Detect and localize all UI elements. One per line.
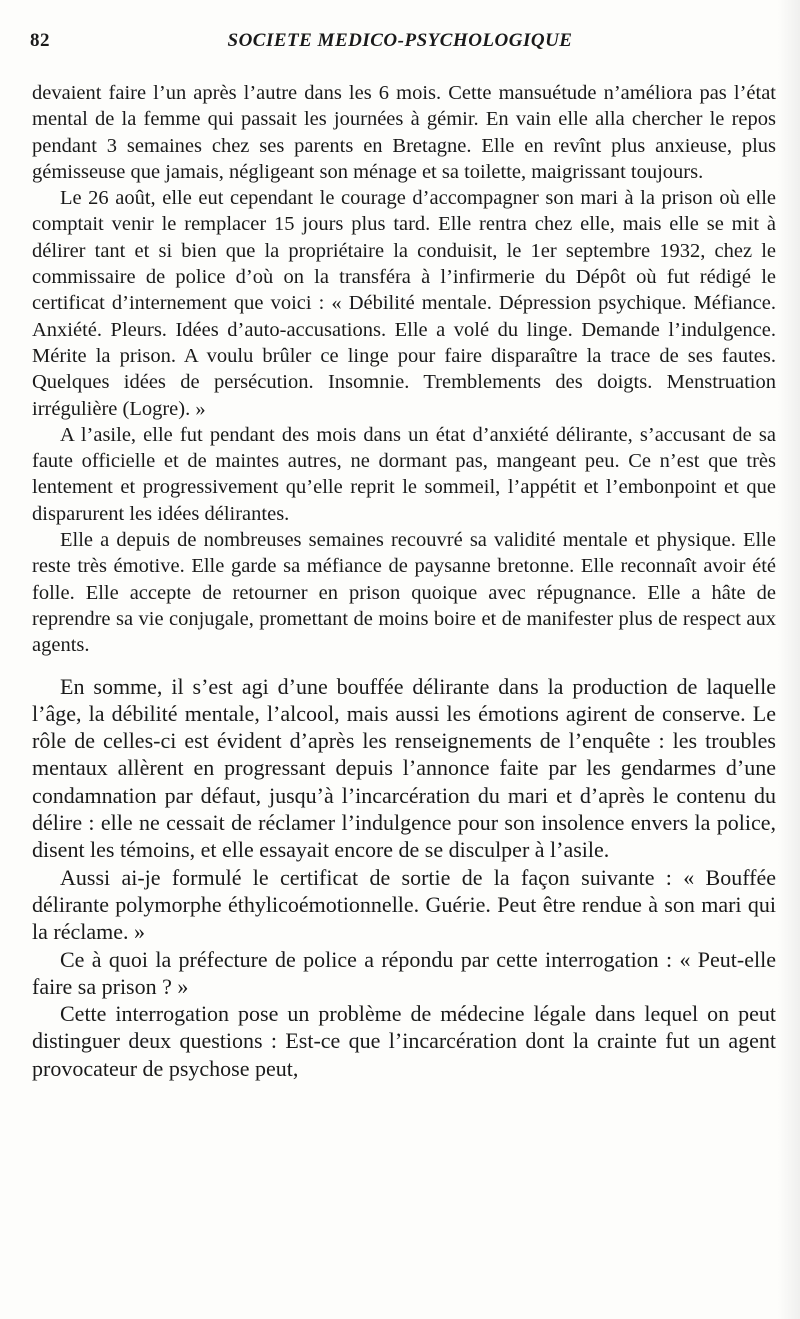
paragraph-recovery: Elle a depuis de nombreuses semaines recouvré sa validité mentale et physique. Elle reste très émotive. Elle garde sa méfiance de paysanne bretonne. Elle reconnaît avoir été folle. Elle accepte de retourner en prison quoique avec répugnance. Elle a hâte de reprendre sa vie conjugale, promettant de moins boire et de manifester plus de respect aux agents.: [32, 529, 776, 657]
page-edge-shadow: [778, 0, 800, 1319]
paragraph-certificate: Aussi ai-je formulé le certificat de sortie de la façon suivante : « Bouffée délirante polymorphe éthylicoémotionnelle. Guérie. Peut être rendue à son mari qui la réclame. »: [32, 864, 776, 945]
paragraph-summary: En somme, il s’est agi d’une bouffée délirante dans la production de laquelle l’âge, la débilité mentale, l’alcool, mais aussi les émotions agirent de conserve. Le rôle de celles-ci est évident d’après les renseignements de l’enquête : les troubles mentaux allèrent en progressant depuis l’annonce faite par les gendarmes d’une condamnation par défaut, jusqu’à l’incarcération du mari et d’après le contenu du délire : elle ne cessait de réclamer l’indulgence pour son insolence envers la police, disent les témoins, et elle essayait encore de se disculper à l’asile.: [32, 673, 776, 863]
paragraph-question: Cette interrogation pose un problème de médecine légale dans lequel on peut distinguer deux questions : Est-ce que l’incarcération dont la crainte fut un agent provocateur de psychose peut,: [32, 1001, 776, 1081]
page-header: [30, 30, 770, 58]
body-text: [32, 80, 776, 1082]
running-title: SOCIETE MEDICO-PSYCHOLOGIQUE: [227, 30, 573, 51]
paragraph-asylum: A l’asile, elle fut pendant des mois dans un état d’anxiété délirante, s’accusant de sa faute officielle et de maintes autres, ne dormant pas, mangeant peu. Ce n’est que très lentement et progressivement qu’elle reprit le sommeil, l’appétit et l’embonpoint et que disparurent les idées délirantes.: [32, 423, 776, 525]
paragraph-prefecture: Ce à quoi la préfecture de police a répondu par cette interrogation : « Peut-elle faire sa prison ? »: [32, 946, 776, 999]
page-number: 82: [30, 30, 50, 51]
paragraph-internment: Le 26 août, elle eut cependant le courage d’accompagner son mari à la prison où elle comptait venir le remplacer 15 jours plus tard. Elle rentra chez elle, mais elle se mit à délirer tant et si bien que la propriétaire la conduisit, le 1er septembre 1932, chez le commissaire de police d’où on la transféra à l’infirmerie du Dépôt où fut rédigé le certificat d’internement que voici : « Débilité mentale. Dépression psychique. Méfiance. Anxiété. Pleurs. Idées d’auto-accusations. Elle a volé du linge. Demande l’indulgence. Mérite la prison. A voulu brûler ce linge pour faire disparaître la trace de ses fautes. Quelques idées de persécution. Insomnie. Tremblements des doigts. Menstruation irrégulière (Logre). »: [32, 187, 776, 420]
paragraph-continuation: devaient faire l’un après l’autre dans les 6 mois. Cette mansuétude n’améliora pas l’état mental de la femme qui passait les journées à gémir. En vain elle alla chercher le repos pendant 3 semaines chez ses parents en Bretagne. Elle en revînt plus anxieuse, plus gémisseuse que jamais, négligeant son ménage et sa toilette, maigrissant toujours.: [32, 82, 776, 183]
